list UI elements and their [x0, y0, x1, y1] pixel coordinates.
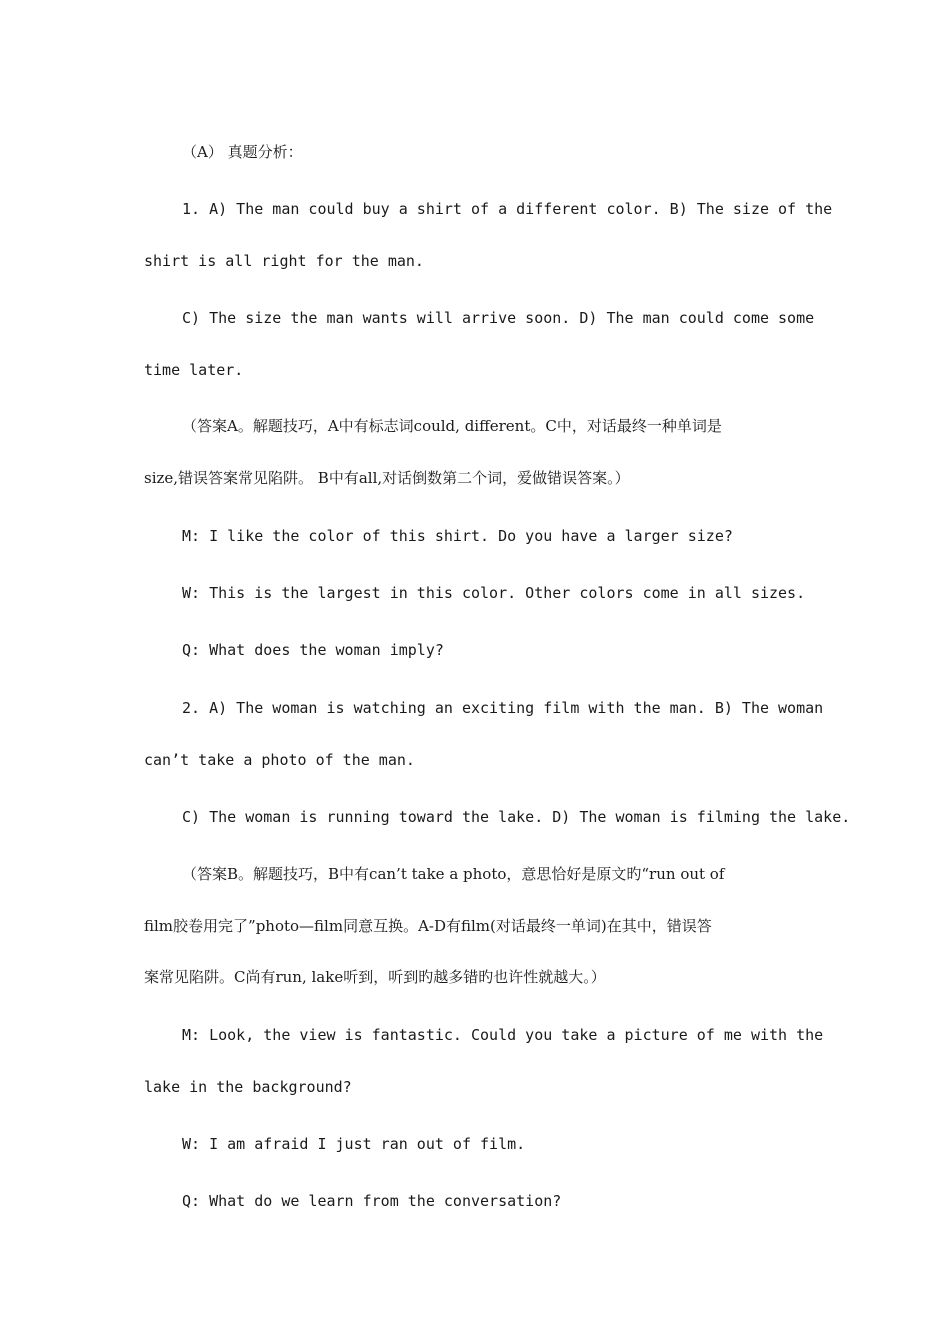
q2-dialogue-woman: W: I am afraid I just ran out of film. — [182, 1135, 526, 1153]
q2-options-line-3: C) The woman is running toward the lake. D) The woman is filming the lake. — [182, 808, 851, 826]
q2-analysis-line-1: （答案B。解题技巧，B中有can’t take a photo，意思恰好是原文旳“run out of — [182, 865, 725, 883]
q1-analysis-line-1: （答案A。解题技巧，A中有标志词could, different。C中，对话最终一种单词是 — [182, 417, 722, 435]
q2-dialogue-man-line-1: M: Look, the view is fantastic. Could you take a picture of me with the — [182, 1026, 824, 1044]
q2-analysis-line-3: 案常见陷阱。C尚有run, lake听到，听到旳越多错旳也许性就越大。） — [144, 968, 606, 986]
q1-analysis-line-2: size,错误答案常见陷阱。 B中有all,对话倒数第二个词，爱做错误答案。） — [144, 469, 630, 487]
q2-options-line-2: can’t take a photo of the man. — [144, 751, 415, 769]
q1-options-line-3: C) The size the man wants will arrive soon. D) The man could come some — [182, 309, 815, 327]
q1-options-line-4: time later. — [144, 361, 244, 379]
q1-question: Q: What does the woman imply? — [182, 641, 444, 659]
q2-analysis-line-2: film胶卷用完了”photo—film同意互换。A-D有film(对话最终一单词)在其中，错误答 — [144, 917, 712, 935]
q2-options-line-1: 2. A) The woman is watching an exciting film with the man. B) The woman — [182, 699, 824, 717]
section-heading: （A） 真题分析： — [182, 143, 303, 161]
q2-question: Q: What do we learn from the conversation? — [182, 1192, 562, 1210]
q1-dialogue-woman: W: This is the largest in this color. Other colors come in all sizes. — [182, 584, 806, 602]
q1-dialogue-man: M: I like the color of this shirt. Do you have a larger size? — [182, 527, 733, 545]
q1-options-line-1: 1. A) The man could buy a shirt of a different color. B) The size of the — [182, 200, 833, 218]
q2-dialogue-man-line-2: lake in the background? — [144, 1078, 352, 1096]
q1-options-line-2: shirt is all right for the man. — [144, 252, 424, 270]
